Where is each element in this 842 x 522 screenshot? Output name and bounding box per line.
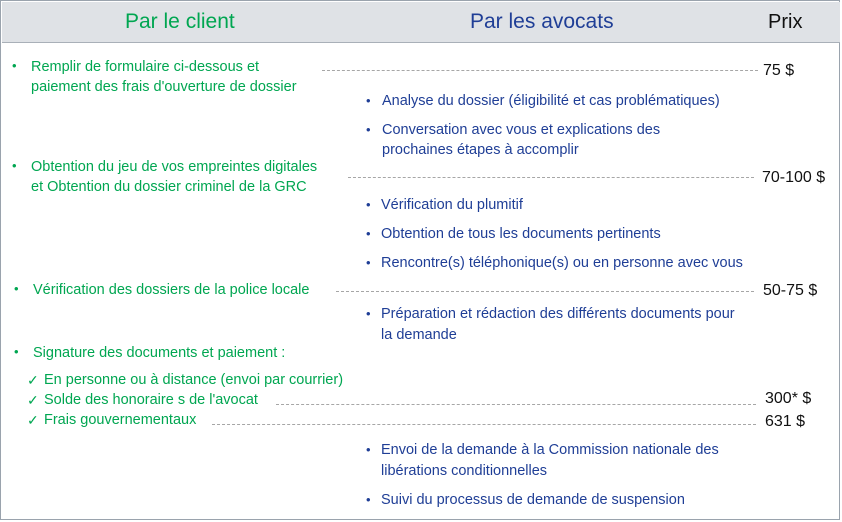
lawyer-step-6-line-1: Préparation et rédaction des différents documents pour	[381, 306, 735, 322]
lawyer-step-7-line-1: Envoi de la demande à la Commission nationale des	[381, 442, 719, 458]
lawyer-step-8: Suivi du processus de demande de suspension	[381, 492, 685, 508]
bullet-icon: •	[366, 442, 371, 457]
client-step-2-price: 70-100 $	[762, 169, 826, 186]
header-lawyers: Par les avocats	[470, 10, 614, 33]
client-step-4: Signature des documents et paiement :	[33, 345, 286, 361]
lawyer-step-2-line-1: Conversation avec vous et explications des	[382, 122, 661, 138]
client-step-3-price: 50-75 $	[763, 282, 818, 299]
header-price: Prix	[768, 11, 803, 33]
client-step-2-line-2: et Obtention du dossier criminel de la GRC	[31, 179, 307, 195]
bullet-icon: •	[366, 306, 371, 321]
bullet-icon: •	[366, 122, 371, 137]
client-step-1-line-2: paiement des frais d'ouverture de dossier	[31, 79, 297, 95]
bullet-icon: •	[12, 158, 17, 173]
price-leader-line	[322, 70, 758, 71]
bullet-icon: •	[14, 344, 19, 359]
bullet-icon: •	[366, 93, 371, 108]
sub-check-2: Solde des honoraire s de l'avocat	[44, 392, 258, 408]
bullet-icon: •	[366, 255, 371, 270]
lawyer-step-4: Obtention de tous les documents pertinents	[381, 226, 661, 242]
lawyer-step-6-line-2: la demande	[381, 327, 457, 343]
price-leader-line	[212, 424, 756, 425]
lawyer-step-7-line-2: libérations conditionnelles	[381, 463, 548, 479]
lawyer-step-3: Vérification du plumitif	[381, 197, 523, 213]
client-step-1-line-1: Remplir de formulaire ci-dessous et	[31, 59, 260, 75]
bullet-icon: •	[366, 226, 371, 241]
bullet-icon: •	[12, 58, 17, 73]
client-step-1-price: 75 $	[763, 62, 795, 79]
table-header	[2, 2, 840, 43]
price-leader-line	[276, 404, 756, 405]
client-step-3: Vérification des dossiers de la police locale	[33, 282, 310, 298]
bullet-icon: •	[14, 281, 19, 296]
price-leader-line	[348, 177, 754, 178]
lawyer-step-5: Rencontre(s) téléphonique(s) ou en personne avec vous	[381, 255, 743, 271]
bullet-icon: •	[366, 197, 371, 212]
lawyer-step-1: Analyse du dossier (éligibilité et cas problématiques)	[382, 93, 720, 109]
checkmark-icon: ✓	[27, 412, 39, 428]
checkmark-icon: ✓	[27, 392, 39, 408]
sub-check-1: En personne ou à distance (envoi par courrier)	[44, 372, 344, 388]
sub-check-2-price: 300* $	[765, 390, 812, 407]
sub-check-3: Frais gouvernementaux	[44, 412, 197, 428]
price-leader-line	[336, 291, 754, 292]
checkmark-icon: ✓	[27, 372, 39, 388]
header-client: Par le client	[125, 10, 235, 33]
sub-check-3-price: 631 $	[765, 413, 806, 430]
lawyer-step-2-line-2: prochaines étapes à accomplir	[382, 142, 579, 158]
bullet-icon: •	[366, 492, 371, 507]
client-step-2-line-1: Obtention du jeu de vos empreintes digitales	[31, 159, 318, 175]
